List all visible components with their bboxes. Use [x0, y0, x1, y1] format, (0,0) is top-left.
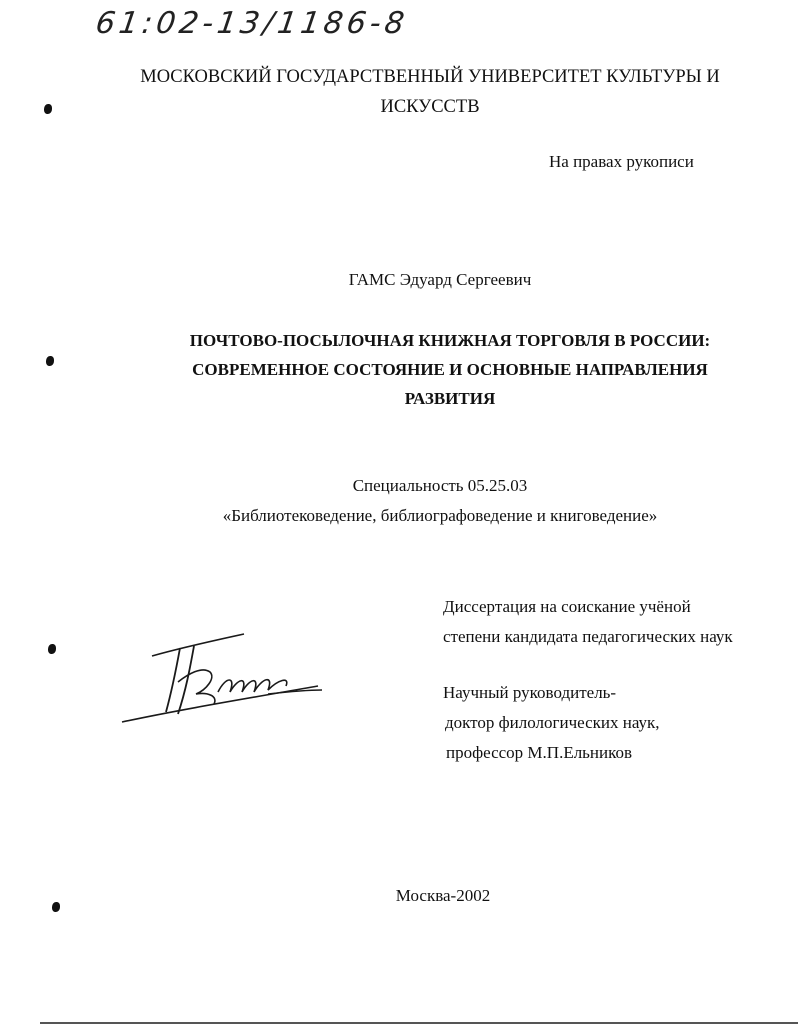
handwritten-signature	[118, 630, 328, 730]
thesis-title	[140, 326, 760, 413]
supervisor-name: профессор М.П.Ельников	[446, 743, 633, 762]
scan-mark	[46, 356, 54, 366]
specialty-label: Специальность 05.25.03	[352, 476, 528, 495]
scan-mark	[52, 902, 60, 912]
supervisor-info	[443, 678, 660, 768]
dissertation-line-1: Диссертация на соискание учёной	[443, 597, 691, 616]
university-line-2: ИСКУССТВ	[380, 97, 480, 117]
specialty-name: «Библиотековедение, библиографоведение и книговедение»	[222, 506, 658, 525]
title-line-2: СОВРЕМЕННОЕ СОСТОЯНИЕ И ОСНОВНЫЕ НАПРАВЛЕНИЯ	[192, 360, 708, 379]
university-line-1: МОСКОВСКИЙ ГОСУДАРСТВЕННЫЙ УНИВЕРСИТЕТ КУЛЬТУРЫ И	[140, 67, 720, 87]
handwritten-archive-number: 61:02-13/1186-8	[93, 6, 411, 41]
dissertation-line-2: степени кандидата педагогических наук	[443, 627, 733, 646]
scan-mark	[48, 644, 56, 654]
supervisor-label: Научный руководитель-	[443, 683, 617, 702]
author-name: ГАМС Эдуард Сергеевич	[348, 270, 532, 289]
title-line-3: РАЗВИТИЯ	[404, 389, 496, 408]
rights-note: На правах рукописи	[549, 152, 694, 171]
title-line-1: ПОЧТОВО-ПОСЫЛОЧНАЯ КНИЖНАЯ ТОРГОВЛЯ В РОССИИ:	[189, 331, 711, 350]
city-year: Москва-2002	[395, 886, 491, 905]
supervisor-degree: доктор филологических наук,	[445, 713, 660, 732]
scan-mark	[44, 104, 52, 114]
university-name	[100, 62, 760, 122]
scan-edge-line	[40, 1022, 798, 1024]
dissertation-info	[443, 592, 733, 652]
